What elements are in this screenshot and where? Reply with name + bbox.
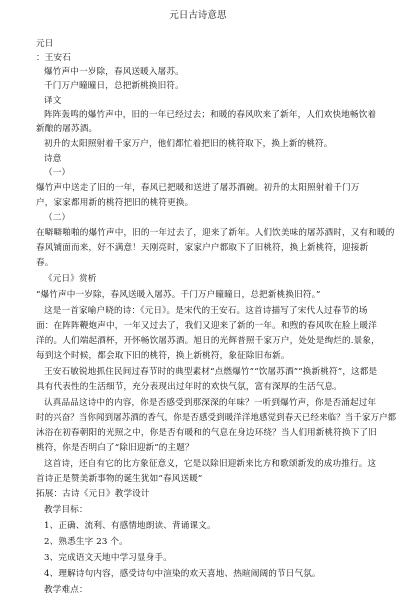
poem-line: 千门万户曈曈日，总把新桃换旧符。 xyxy=(44,81,184,91)
appreciation-line: 时的兴奋？当你闻到屠苏酒的香气，你是否感受到暖洋洋地感觉到春天已经来临？当千家万户都 xyxy=(36,413,397,423)
appreciation-line: 这首诗，还自有它的比方象征意义，它是以除旧迎新来比方和歌颂新发的成功推行。这 xyxy=(44,459,377,469)
objectives-heading: 教学目标： xyxy=(44,505,88,515)
appreciation-line: 具有代表性的生活细节，充分表现出过年时的欢快气氛，富有深厚的生活气息。 xyxy=(36,382,343,392)
meaning-line: 春。 xyxy=(36,258,54,268)
translation-line: 新酿的屠苏酒。 xyxy=(36,124,98,134)
appreciation-line: 每到这个时候，都会取下旧的桃符，换上新桃符，象征除旧布新。 xyxy=(36,351,290,361)
poem-author: ：王安石 xyxy=(36,53,71,63)
appreciation-heading: 《元日》赏析 xyxy=(44,274,97,284)
appreciation-line: 沐浴在初春朝阳的光照之中，你是否有暖和的气息在身边环绕？当人们用新桃符换下了旧 xyxy=(36,428,378,438)
appreciation-line: 面：在阵阵鞭炮声中，一年又过去了，我们又迎来了新的一年。和煦的春风吹在脸上暖洋 xyxy=(36,321,378,331)
difficulty-heading: 教学难点： xyxy=(44,585,88,595)
appreciation-line: 桃符，你是否明白了“除旧迎新”的主题？ xyxy=(36,443,194,453)
extension-heading: 拓展：古诗《元日》教学设计 xyxy=(36,489,150,499)
part-label: （一） xyxy=(44,168,71,178)
translation-line: 阵阵轰鸣的爆竹声中，旧的一年已经过去；和暖的春风吹来了新年，人们欢快地畅饮着 xyxy=(44,110,377,120)
appreciation-line: 认真品品这诗中的内容，你是否感受到那深深的年味？一听到爆竹声，你是否涌起过年 xyxy=(44,398,377,408)
document-title: 元日古诗意思 xyxy=(169,10,227,21)
poem-meaning-heading: 诗意 xyxy=(44,154,62,164)
poem-title: 元日 xyxy=(36,39,54,49)
appreciation-line: 洋的。人们端起酒杯，开怀畅饮屠苏酒。旭日的光辉普照千家万户，处处是绚烂的.景象， xyxy=(36,336,380,346)
meaning-line: 爆竹声中送走了旧的一年，春风已把暖和送进了屠苏酒碗。初升的太阳照射着千门万 xyxy=(36,183,360,193)
appreciation-line: 王安石敏锐地抓住民间过春节时的典型素材“点燃爆竹”“饮屠苏酒”“换新桃符”，这都是 xyxy=(44,367,378,377)
meaning-line: 在噼噼啪啪的爆竹声中，旧的一年过去了，迎来了新年。人们饮美味的屠苏酒时，又有和暖的 xyxy=(36,228,395,238)
objective-item: 1、正确、流利、有感情地朗读、背诵课文。 xyxy=(44,521,216,531)
appreciation-line: “爆竹声中一岁除，春风送暖入屠苏。千门万户曈曈日，总把新桃换旧符。” xyxy=(36,290,321,300)
objective-item: 3、完成语文天地中学习显身手。 xyxy=(44,553,173,563)
translation-heading: 译文 xyxy=(44,96,62,106)
meaning-line: 户，家家都用新的桃符把旧的桃符更换。 xyxy=(36,198,194,208)
appreciation-line: 首诗正是赞美新事物的诞生犹如“春风送暖” xyxy=(36,474,203,484)
objective-item: 4、理解诗句内容，感受诗句中渲染的欢天喜地、热暄闹阔的节日气氛。 xyxy=(44,569,321,579)
meaning-line: 春风铺面而来，好不满意！天刚亮时，家家户户都取下了旧桃符，换上新桃符，迎接新 xyxy=(36,243,369,253)
objective-item: 2、熟悉生字 23 个。 xyxy=(44,537,128,547)
translation-line: 初升的太阳照射着千家万户，他们都忙着把旧的桃符取下，换上新的桃符。 xyxy=(44,139,333,149)
appreciation-line: 这是一首家喻户晓的诗：《元日》。是宋代的王安石。这首诗描写了宋代人过春节的场 xyxy=(44,306,368,316)
part-label: （二） xyxy=(44,213,71,223)
poem-line: 爆竹声中一岁除，春风送暖入屠苏。 xyxy=(44,67,184,77)
